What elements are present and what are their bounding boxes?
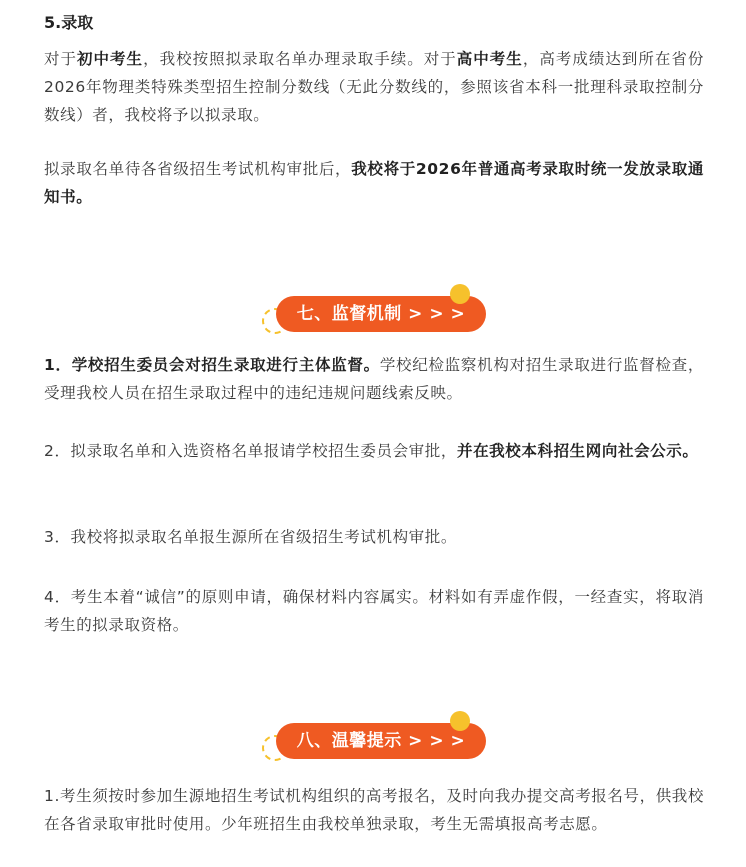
text: 拟录取名单待各省级招生考试机构审批后， [44,160,352,178]
section-5-heading: 5.录取 [44,13,94,32]
text: 2．拟录取名单和入选资格名单报请学校招生委员会审批， [44,442,457,460]
section-7-badge [262,280,488,350]
yellow-dot-decoration [450,284,470,304]
section-8-title: 八、温馨提示 > > > [276,723,486,759]
admission-paragraph-2 [44,155,704,211]
bold-notice-letter: 我校将于2026年普通高考录取时统一发放录取通知书。 [44,160,704,206]
text: 对于 [44,50,78,68]
text: ，高考成绩达到所在省份2026年物理类特殊类型招生控制分数线（无此分数线的，参照该省本科一批理科录取控制分数线）者，我校将予以拟录取。 [44,50,705,124]
supervision-item-4: 4．考生本着“诚信”的原则申请，确保材料内容属实。材料如有弄虚作假，一经查实，将取消考生的拟录取资格。 [44,588,704,634]
yellow-dot-decoration [450,711,470,731]
section-8-badge [262,707,488,777]
bold-supervision-main: 1．学校招生委员会对招生录取进行主体监督。 [44,356,380,374]
section-7-title: 七、监督机制 > > > [276,296,486,332]
supervision-item-2 [44,437,704,465]
supervision-item-1 [44,351,704,407]
bold-senior-candidates: 高中考生 [456,50,523,68]
admission-paragraph-1 [44,45,704,129]
bold-junior-candidates: 初中考生 [77,50,144,68]
supervision-item-3: 3．我校将拟录取名单报生源所在省级招生考试机构审批。 [44,528,457,546]
bold-public-notice: 并在我校本科招生网向社会公示。 [456,442,699,460]
text: ，我校按照拟录取名单办理录取手续。对于 [143,50,457,68]
reminder-item-1: 1.考生须按时参加生源地招生考试机构组织的高考报名，及时向我办提交高考报名号，供我校在各省录取审批时使用。少年班招生由我校单独录取，考生无需填报高考志愿。 [44,787,704,833]
text: 学校纪检监察机构对招生录取进行监督检查，受理我校人员在招生录取过程中的违纪违规问题线索反映。 [44,356,704,402]
